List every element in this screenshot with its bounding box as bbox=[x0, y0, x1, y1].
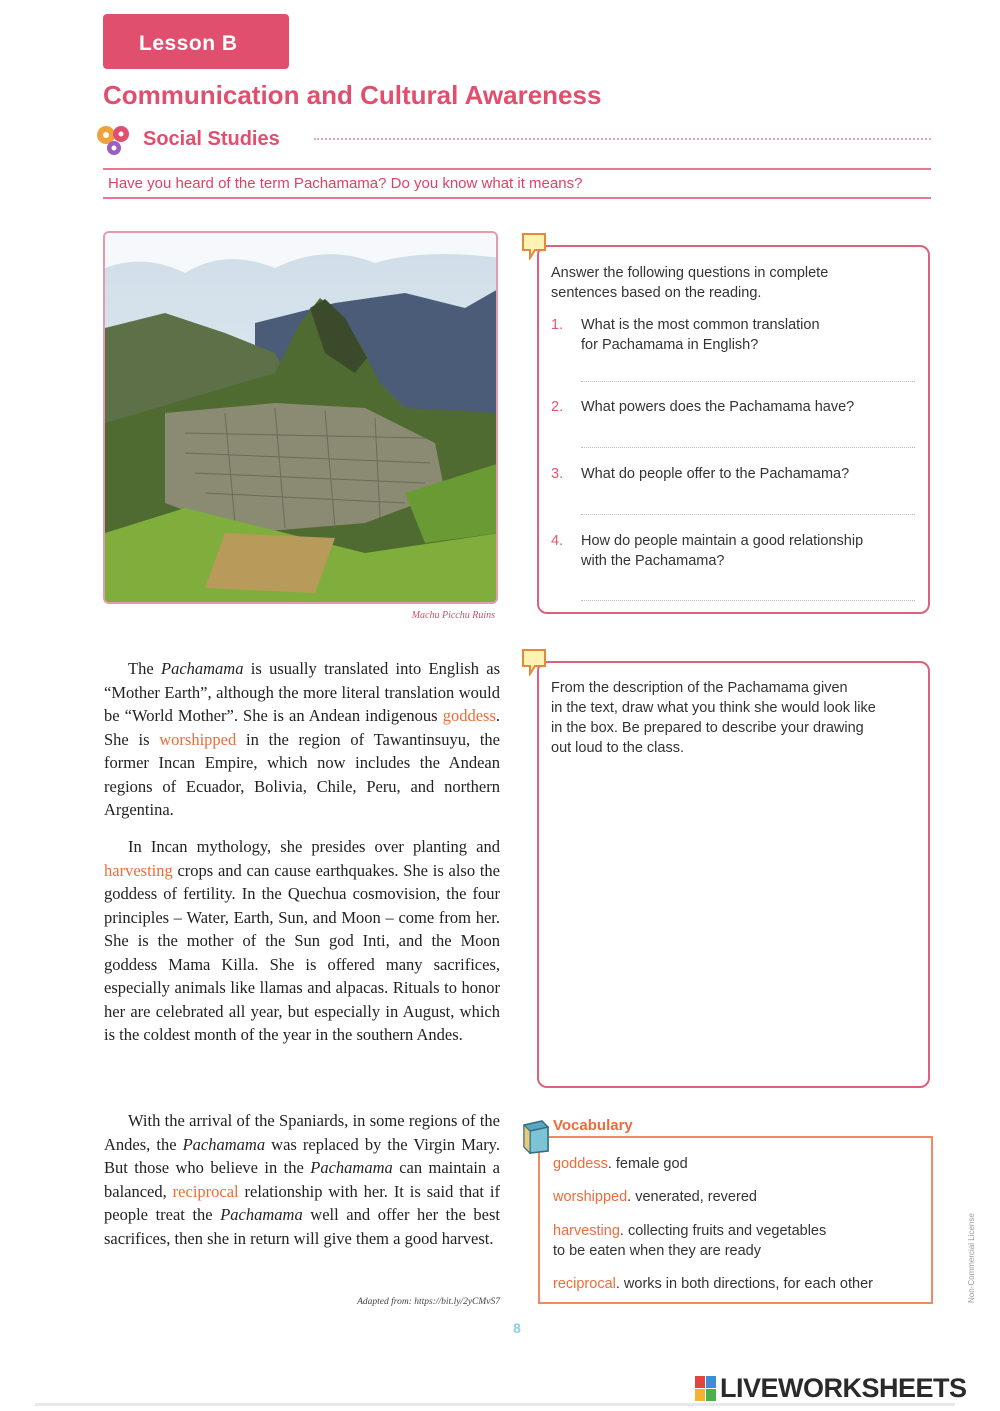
reading-paragraph-2: In Incan mythology, she presides over planting and harvesting crops and can cause earthquakes. She is also the goddess of fertility. In the Quechua cosmovision, the four principles – Water, Earth, Sun, and Moon – come from her. She is the mother of the Sun god Inti, and the Moon goddess Mama Killa. She is offered many sacrifices, especially animals like llamas and alpacas. Rituals to honor her are celebrated all year, but especially in August, which is the coldest month of the year in the southern Andes. bbox=[104, 837, 500, 1044]
gears-icon bbox=[94, 123, 136, 157]
bottom-rule bbox=[103, 197, 931, 199]
section-divider bbox=[314, 138, 931, 140]
drawing-instructions: From the description of the Pachamama given in the text, draw what you think she would look like in the box. Be prepared to describe your drawing out loud to the class. bbox=[551, 680, 876, 756]
answer-line-2[interactable] bbox=[581, 447, 915, 448]
license-note bbox=[956, 1195, 986, 1305]
top-rule bbox=[103, 168, 931, 170]
book-icon bbox=[518, 1119, 554, 1155]
page-title: Communication and Cultural Awareness bbox=[103, 80, 602, 110]
reading-paragraph-1: The Pachamama is usually translated into English as “Mother Earth”, although the more literal translation would be “World Mother”. She is an Andean indigenous goddess. She is worshipped in the region of Tawantinsuyu, the former Incan Empire, which now includes the Andean regions of Ecuador, Bolivia, Chile, Peru, and northern Argentina. bbox=[104, 659, 501, 819]
vocab-item-goddess: goddess. female god bbox=[553, 1156, 688, 1172]
question-4: 4. How do people maintain a good relationship with the Pachamama? bbox=[551, 533, 864, 569]
vocab-item-reciprocal: reciprocal. works in both directions, for each other bbox=[553, 1276, 873, 1292]
vocab-item-worshipped: worshipped. venerated, revered bbox=[553, 1189, 757, 1205]
vocabulary-title: Vocabulary bbox=[553, 1117, 633, 1134]
machu-picchu-photo bbox=[103, 231, 498, 604]
question-2: 2. What powers does the Pachamama have? bbox=[551, 399, 855, 415]
svg-text:Non-Commercial License: Non-Commercial License bbox=[967, 1213, 976, 1303]
source-credit: Adapted from: https://bit.ly/2yCMvS7 bbox=[357, 1297, 500, 1307]
answer-line-1[interactable] bbox=[581, 381, 915, 382]
speech-bubble-icon bbox=[521, 232, 547, 260]
liveworksheets-logo-icon bbox=[695, 1376, 717, 1402]
question-1: 1. What is the most common translation for Pachamama in English? bbox=[551, 317, 820, 353]
liveworksheets-watermark: LIVEWORKSHEETS bbox=[720, 1373, 967, 1403]
section-label: Social Studies bbox=[143, 128, 280, 150]
warmup-question: Have you heard of the term Pachamama? Do you know what it means? bbox=[108, 175, 583, 192]
vocab-item-harvesting: harvesting. collecting fruits and vegetables to be eaten when they are ready bbox=[553, 1223, 827, 1259]
answer-line-4[interactable] bbox=[581, 600, 915, 601]
speech-bubble-icon bbox=[521, 648, 547, 676]
photo-caption: Machu Picchu Ruins bbox=[411, 610, 495, 621]
question-3: 3. What do people offer to the Pachamama? bbox=[551, 466, 850, 482]
reading-paragraph-3: With the arrival of the Spaniards, in some regions of the Andes, the Pachamama was replaced by the Virgin Mary. But those who believe in the Pachamama can maintain a balanced, reciprocal relationship with her. It is said that if people treat the Pachamama well and offer her the best sacrifices, then she in return will give them a good harvest. bbox=[104, 1111, 501, 1248]
questions-intro: Answer the following questions in complete sentences based on the reading. bbox=[551, 265, 829, 301]
bottom-strip bbox=[35, 1403, 955, 1406]
lesson-tab: Lesson B bbox=[103, 14, 289, 69]
page-number: 8 bbox=[513, 1320, 521, 1336]
answer-line-3[interactable] bbox=[581, 514, 915, 515]
